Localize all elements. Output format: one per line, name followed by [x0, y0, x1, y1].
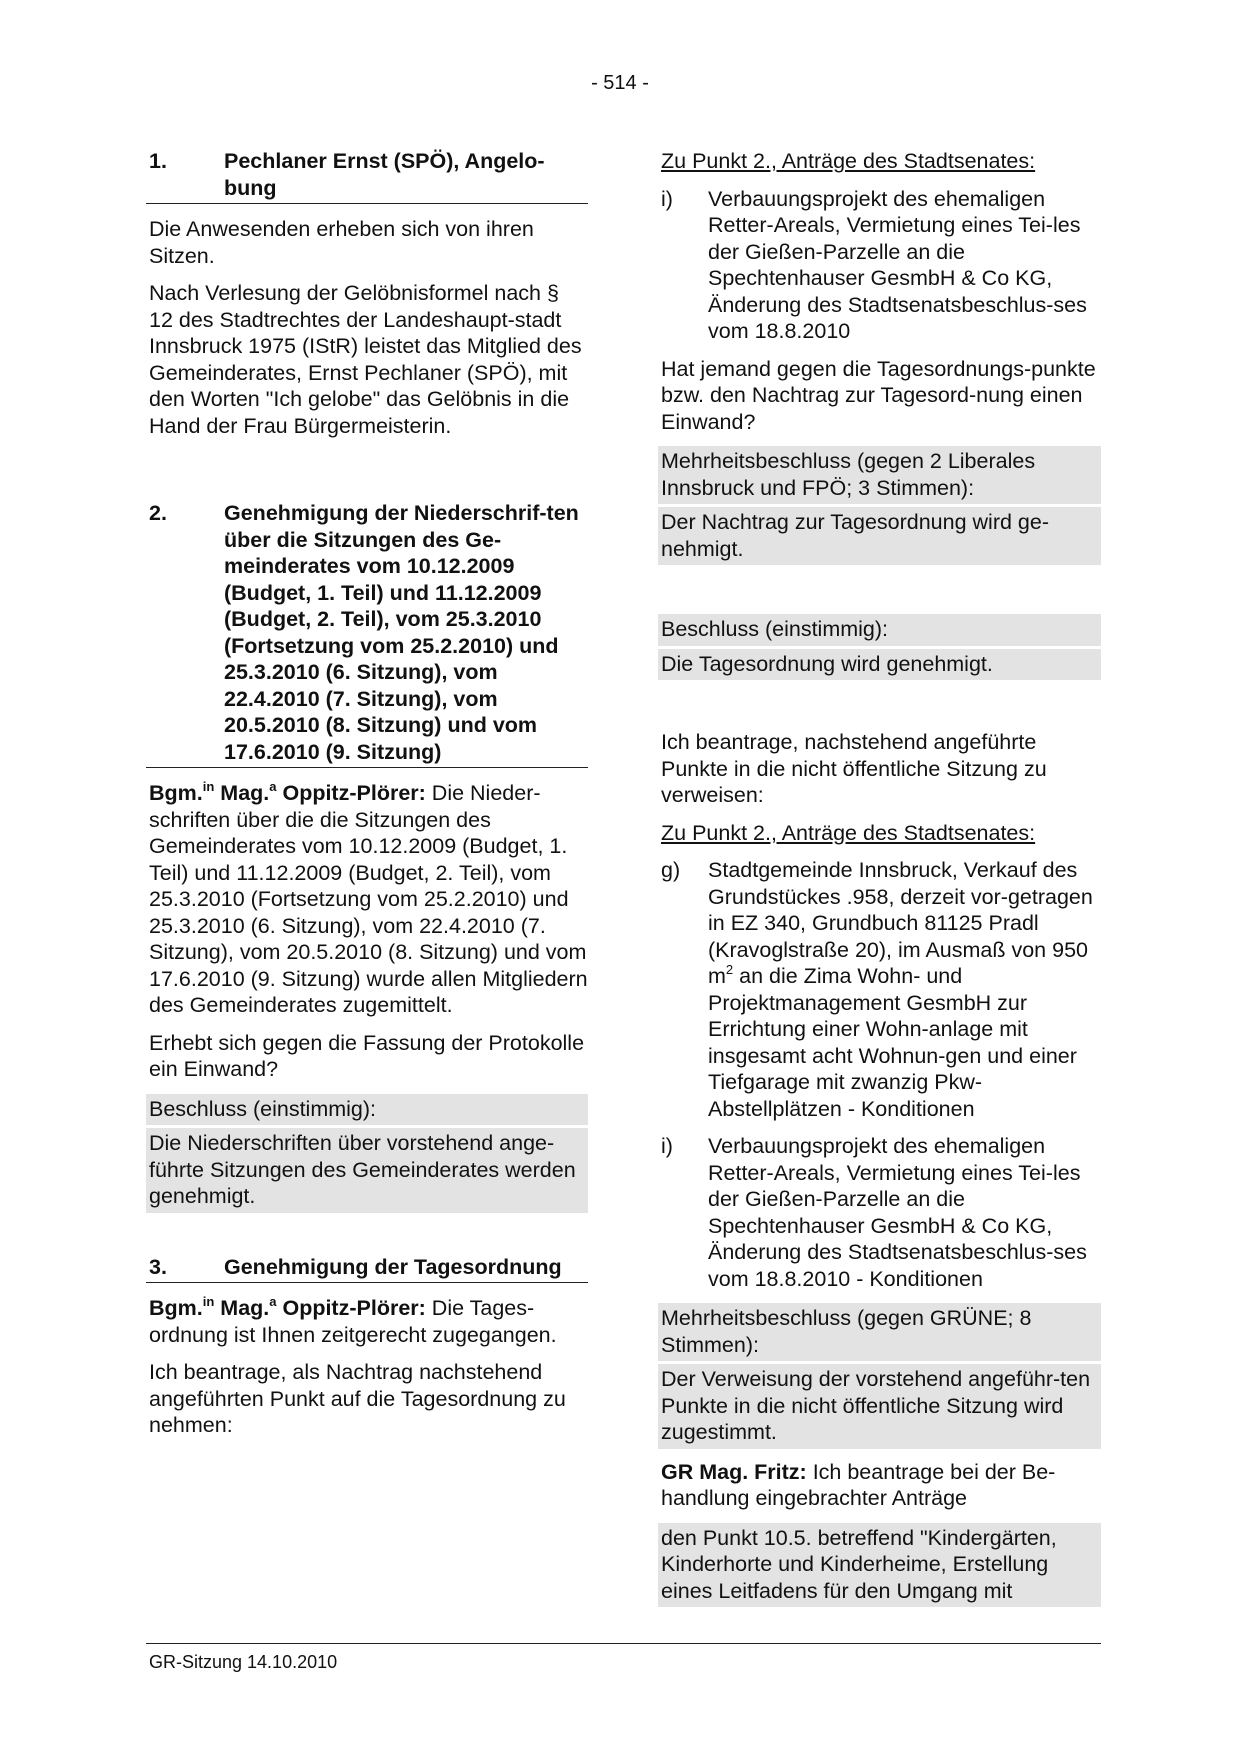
speaker-paragraph — [661, 1459, 1101, 1512]
section-title: Genehmigung der Tagesordnung — [224, 1254, 562, 1279]
paragraph: Ich beantrage, nachstehend angeführte Punkte in die nicht öffentliche Sitzung zu verweisen: — [661, 730, 1047, 807]
list-text: Verbauungsprojekt des ehemaligen Retter-Areals, Vermietung eines Tei-les der Gießen-Parzelle an die Spechtenhauser GesmbH & Co KG, Änderung des Stadtsenatsbeschlus-ses vom 18.8.2010 - Konditionen — [708, 1134, 1087, 1291]
page-number: - 514 - — [591, 72, 649, 94]
section-number: 3. — [149, 1254, 167, 1279]
section-3-heading — [146, 1254, 588, 1284]
section-2-heading — [146, 500, 588, 768]
section-number: 1. — [149, 149, 167, 173]
section-title: Pechlaner Ernst (SPÖ), Angelo-bung — [224, 149, 545, 200]
speaker-name: Bgm.$^{in}$ Mag.$^a$ Oppitz-Plörer: — [149, 779, 426, 805]
section-1-heading — [146, 148, 588, 204]
speaker-name: GR Mag. Fritz: — [661, 1459, 807, 1484]
list-text: Stadtgemeinde Innsbruck, Verkauf des Grundstückes .958, derzeit vor-getragen in EZ 340, Grundbuch 81125 Pradl (Kravoglstraße 20), im Ausmaß von 950 $m^2$ an die Zima Wohn- und Projektmanagement GesmbH zur Errichtung einer Wohn-anlage mit insgesamt acht Wohnun-gen und einer Tiefgarage mit zwanzig Pkw-Abstellplätzen - Konditionen — [708, 858, 1093, 1121]
footer-divider — [146, 1643, 1101, 1644]
section-number: 2. — [149, 501, 167, 525]
resolution-label: Beschluss (einstimmig): — [658, 614, 1101, 646]
resolution-label: Mehrheitsbeschluss (gegen GRÜNE; 8 Stimmen): — [658, 1303, 1101, 1361]
topic-heading: Zu Punkt 2., Anträge des Stadtsenates: — [661, 820, 1036, 845]
list-item — [661, 857, 1101, 1122]
speech-text: Die Nieder-schriften über die die Sitzungen des Gemeinderates vom 10.12.2009 (Budget, 1. Teil) und 11.12.2009 (Budget, 2. Teil), vom 25.3.2010 (Fortsetzung vom 25.2.2010) und 25.3.2010 (6. Sitzung), vom 22.4.2010 (7. Sitzung), vom 20.5.2010 (8. Sitzung) und vom 17.6.2010 (9. Sitzung) wurde allen Mitgliedern des Gemeinderates zugemittelt. — [149, 781, 588, 1017]
paragraph: Erhebt sich gegen die Fassung der Protokolle ein Einwand? — [149, 1030, 585, 1081]
resolution-text: Der Nachtrag zur Tagesordnung wird ge-nehmigt. — [658, 507, 1101, 565]
resolution-text: Der Verweisung der vorstehend angeführ-ten Punkte in die nicht öffentliche Sitzung wird zugestimmt. — [658, 1364, 1101, 1449]
section-title: Genehmigung der Niederschrif-ten über die Sitzungen des Ge-meinderates vom 10.12.2009 (Budget, 1. Teil) und 11.12.2009 (Budget, 2. Teil), vom 25.3.2010 (Fortsetzung vom 25.2.2010) und 25.3.2010 (6. Sitzung), vom 22.4.2010 (7. Sitzung), vom 20.5.2010 (8. Sitzung) und vom 17.6.2010 (9. Sitzung) — [224, 501, 579, 764]
speaker-name: Bgm.$^{in}$ Mag.$^a$ Oppitz-Plörer: — [149, 1294, 426, 1320]
right-column — [658, 148, 1101, 1607]
speaker-paragraph — [149, 1295, 588, 1348]
list-item — [661, 186, 1101, 345]
speech-text: Ich beantrage bei der Be-handlung eingebrachter Anträge — [661, 1459, 1056, 1510]
paragraph: Die Anwesenden erheben sich von ihren Sitzen. — [149, 217, 534, 268]
resolution-label: Beschluss (einstimmig): — [146, 1094, 588, 1126]
paragraph: Nach Verlesung der Gelöbnisformel nach § 12 des Stadtrechtes der Landeshaupt-stadt Innsbruck 1975 (IStR) leistet das Mitglied des Gemeinderates, Ernst Pechlaner (SPÖ), mit den Worten "Ich gelobe" das Gelöbnis in die Hand der Frau Bürgermeisterin. — [149, 281, 582, 438]
paragraph: Ich beantrage, als Nachtrag nachstehend angeführten Punkt auf die Tagesordnung zu nehmen: — [149, 1360, 566, 1437]
list-text: Verbauungsprojekt des ehemaligen Retter-Areals, Vermietung eines Tei-les der Gießen-Parzelle an die Spechtenhauser GesmbH & Co KG, Änderung des Stadtsenatsbeschlus-ses vom 18.8.2010 — [708, 186, 1087, 343]
speaker-paragraph — [149, 780, 588, 1019]
topic-heading: Zu Punkt 2., Anträge des Stadtsenates: — [661, 149, 1036, 173]
resolution-label: Mehrheitsbeschluss (gegen 2 Liberales Innsbruck und FPÖ; 3 Stimmen): — [658, 446, 1101, 504]
resolution-text: Die Niederschriften über vorstehend ange-führte Sitzungen des Gemeinderates werden genehmigt. — [146, 1128, 588, 1213]
resolution-text: Die Tagesordnung wird genehmigt. — [658, 649, 1101, 681]
list-marker: i) — [661, 1134, 673, 1158]
footer-text: GR-Sitzung 14.10.2010 — [149, 1652, 338, 1672]
speech-text: Die Tages-ordnung ist Ihnen zeitgerecht zugegangen. — [149, 1296, 557, 1347]
paragraph: Hat jemand gegen die Tagesordnungs-punkte bzw. den Nachtrag zur Tagesord-nung einen Einwand? — [661, 356, 1096, 434]
quoted-motion: den Punkt 10.5. betreffend "Kindergärten, Kinderhorte und Kinderheime, Erstellung eines Leitfadens für den Umgang mit — [658, 1523, 1101, 1608]
list-item — [661, 1133, 1101, 1292]
list-marker: i) — [661, 186, 673, 211]
left-column — [146, 148, 588, 1450]
list-marker: g) — [661, 858, 681, 882]
